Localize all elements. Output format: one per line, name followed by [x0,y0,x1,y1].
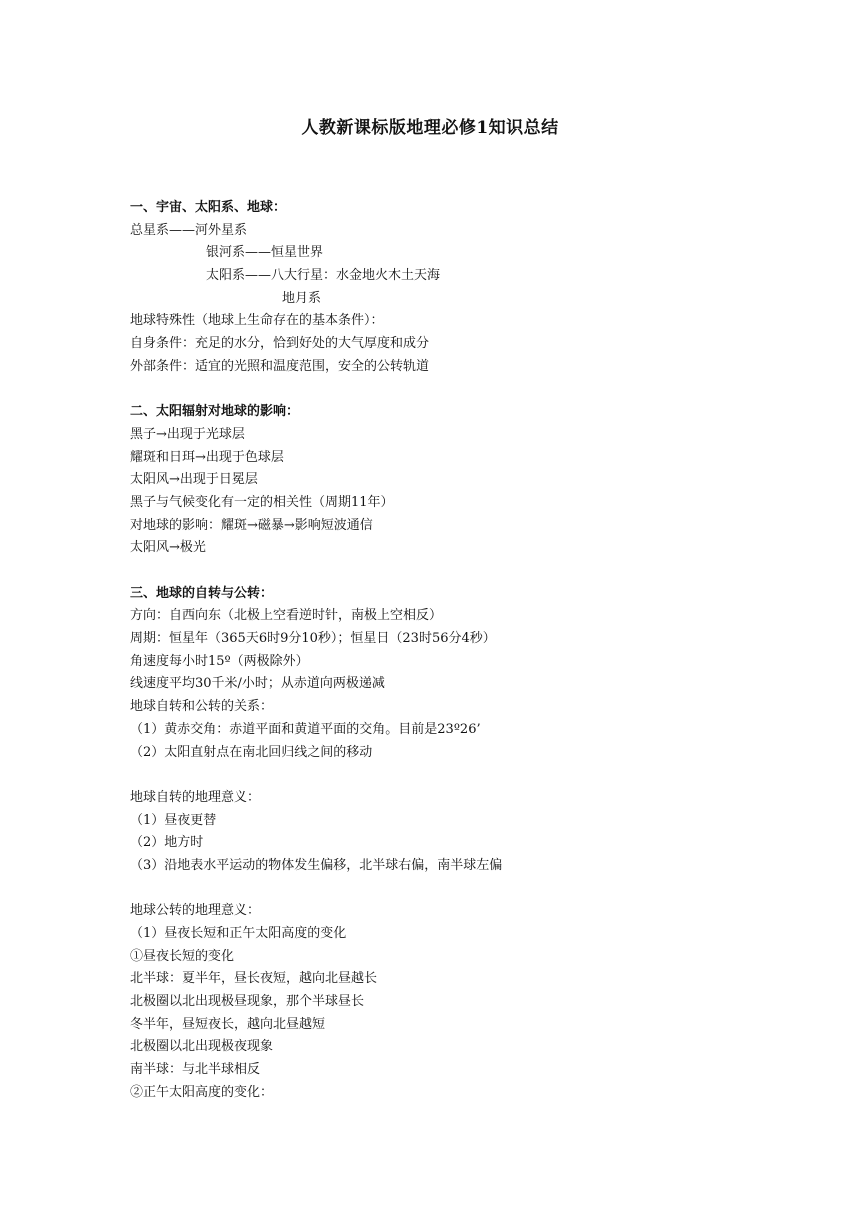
text-line: 南半球：与北半球相反 [130,1062,261,1078]
text-line: ②正午太阳高度的变化： [130,1084,274,1100]
text-line: 地球自转的地理意义： [130,789,261,805]
text-line: 太阳系——八大行星：水金地火木土天海 [206,268,441,284]
text-line: （2）太阳直射点在南北回归线之间的移动 [130,744,373,760]
text-line: 地球公转的地理意义： [130,903,261,919]
blank-line [130,764,770,787]
blank-line [130,878,770,901]
text-line: 周期：恒星年（365天6时9分10秒）；恒星日（23时56分4秒） [130,631,496,647]
text-line: 冬半年，昼短夜长，越向北昼越短 [130,1016,326,1032]
text-line: 地球自转和公转的关系： [130,699,274,715]
text-line: 地球特殊性（地球上生命存在的基本条件）： [130,313,384,329]
text-line: 北半球：夏半年，昼长夜短，越向北昼越长 [130,971,378,987]
document-title: 人教新课标版地理必修1知识总结 [301,118,559,138]
text-line: 线速度平均30千米/小时；从赤道向两极递减 [130,676,385,692]
blank-line [130,379,770,402]
text-line: 角速度每小时15º（两极除外） [130,653,309,669]
text-line: 太阳风→出现于日冕层 [130,472,258,488]
section-heading: 二、太阳辐射对地球的影响： [130,404,300,420]
text-line: （1）昼夜长短和正午太阳高度的变化 [130,926,347,941]
text-line: 黑子与气候变化有一定的相关性（周期11年） [130,494,394,510]
blank-line [130,560,770,583]
text-line: 总星系——河外星系 [130,222,248,238]
text-line: （1）黄赤交角：赤道平面和黄道平面的交角。目前是23º26’ [130,721,481,737]
text-line: 太阳风→极光 [130,540,206,556]
text-line: 地月系 [282,290,322,306]
section-heading: 三、地球的自转与公转： [130,585,274,601]
text-line: （3）沿地表水平运动的物体发生偏移，北半球右偏，南半球左偏 [130,857,503,873]
text-line: （2）地方时 [130,835,204,851]
text-line: （1）昼夜更替 [130,812,217,828]
text-line: 北极圈以北出现极昼现象，那个半球昼长 [130,994,365,1010]
text-line: 外部条件：适宜的光照和温度范围，安全的公转轨道 [130,358,430,374]
text-line: 方向：自西向东（北极上空看逆时针，南极上空相反） [130,608,443,624]
text-line: 黑子→出现于光球层 [130,426,245,442]
section-heading: 一、宇宙、太阳系、地球： [130,200,287,215]
text-line: ①昼夜长短的变化 [130,948,235,964]
document-body [130,197,770,1105]
text-line: 对地球的影响：耀斑→磁暴→影响短波通信 [130,517,373,533]
text-line: 北极圈以北出现极夜现象 [130,1039,274,1055]
text-line: 耀斑和日珥→出现于色球层 [130,449,284,465]
text-line: 自身条件：充足的水分，恰到好处的大气厚度和成分 [130,336,430,352]
text-line: 银河系——恒星世界 [206,245,324,261]
